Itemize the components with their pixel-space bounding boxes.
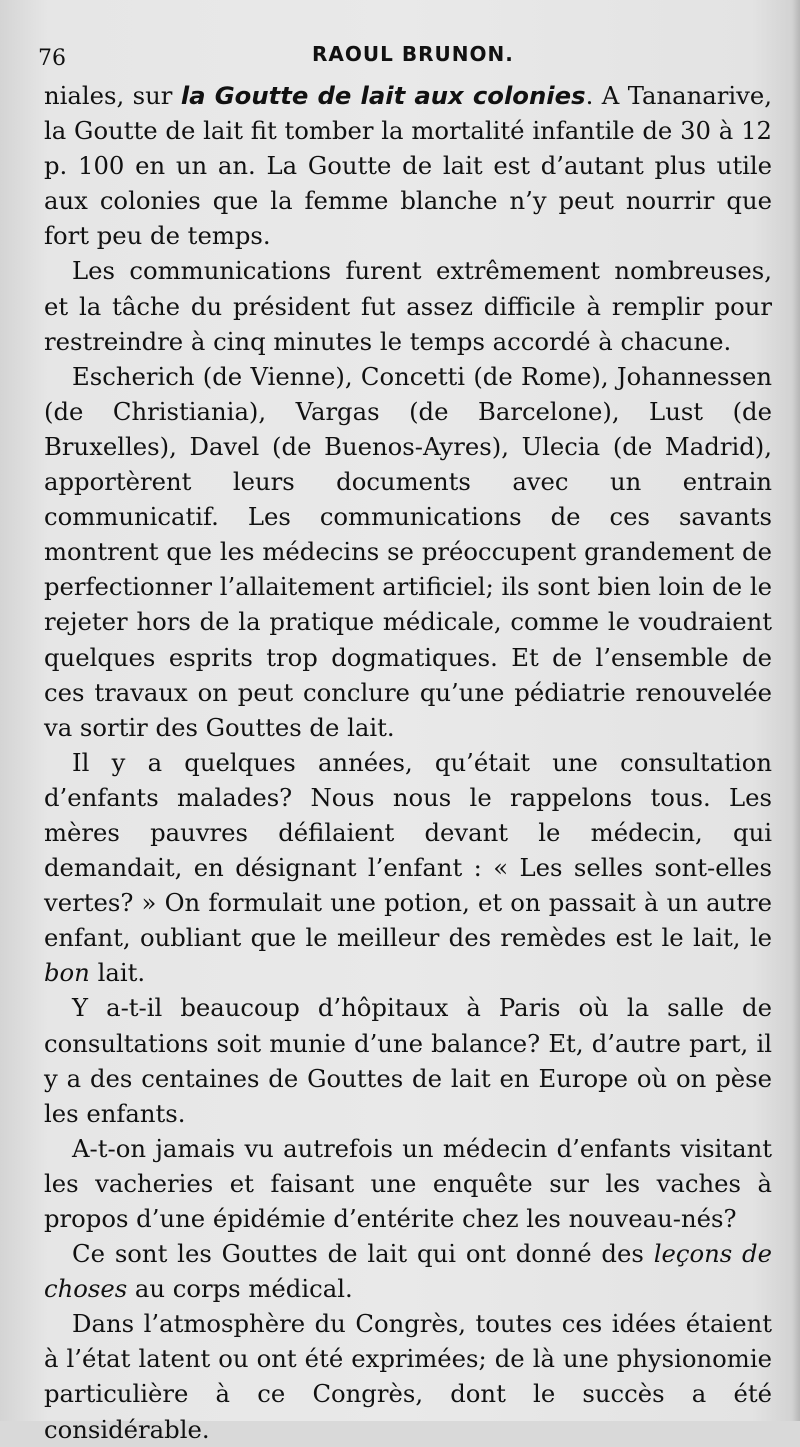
paragraph-congres: Dans l’atmosphère du Congrès, toutes ces idées étaient à l’état latent ou ont été exprimées; de là une physionomie particulière à ce Congrès, dont le succès a été considérable. xyxy=(44,1309,772,1444)
paragraph-text: Il y a quelques années, qu’était une consultation d’enfants malades? Nous nous le rappelons tous. Les mères pauvres défilaient devant le médecin, qui demandait, en désignant l’enfant : « Les selles sont-elles vertes? » On formulait une potion, et on passait à un autre enfant, oubliant que le meilleur des remèdes est le lait, le xyxy=(44,747,772,953)
emphasized-title: la Goutte de lait aux colonies xyxy=(180,81,586,110)
paragraph-hopitaux: Y a-t-il beaucoup d’hôpitaux à Paris où la salle de consultations soit munie d’une balance? Et, d’autre part, il y a des centaines de Gouttes de lait en Europe où on pèse les enfants. xyxy=(44,993,772,1128)
paragraph-text: au corps médical. xyxy=(127,1274,353,1304)
paragraph-colonies xyxy=(44,78,772,253)
page-header xyxy=(0,38,800,78)
paragraph-consultation xyxy=(44,745,772,991)
paragraph-text: niales, sur xyxy=(44,81,181,110)
paragraph-savants: Escherich (de Vienne), Concetti (de Rome), Johannessen (de Christiania), Vargas (de Barcelone), Lust (de Bruxelles), Davel (de Buenos-Ayres), Ulecia (de Madrid), apportèrent leurs documents avec un entrain communicatif. Les communications de ces savants montrent que les médecins se préoccupent grandement de perfectionner l’allaitement artificiel; ils sont bien loin de le rejeter hors de la pratique médicale, comme le voudraient quelques esprits trop dogmatiques. Et de l’ensemble de ces travaux on peut conclure qu’une pédiatrie renouvelée va sortir des Gouttes de lait. xyxy=(44,361,772,742)
emphasized-phrase: leçons de choses xyxy=(44,1239,772,1304)
page-edge-shadow xyxy=(792,0,800,1421)
paragraph-text: lait. xyxy=(89,958,146,988)
emphasized-word: bon xyxy=(44,958,90,988)
paragraph-text: Ce sont les Gouttes de lait qui ont donné des xyxy=(72,1239,654,1269)
paragraph-communications: Les communications furent extrêmement nombreuses, et la tâche du président fut assez difficile à remplir pour restreindre à cinq minutes le temps accordé à chacune. xyxy=(44,256,772,356)
running-head: RAOUL BRUNON. xyxy=(312,42,514,66)
page-number: 76 xyxy=(38,46,66,71)
paragraph-vacheries: A-t-on jamais vu autrefois un médecin d’enfants visitant les vacheries et faisant une enquête sur les vaches à propos d’une épidémie d’entérite chez les nouveau-nés? xyxy=(44,1133,772,1233)
body-text xyxy=(44,78,772,1447)
paragraph-text: . A Tananarive, la Goutte de lait fit tomber la mortalité infantile de 30 à 12 p. 100 en un an. La Goutte de lait est d’autant plus utile aux colonies que la femme blanche n’y peut nourrir que fort peu de temps. xyxy=(44,81,772,251)
paragraph-lecons xyxy=(44,1236,772,1306)
